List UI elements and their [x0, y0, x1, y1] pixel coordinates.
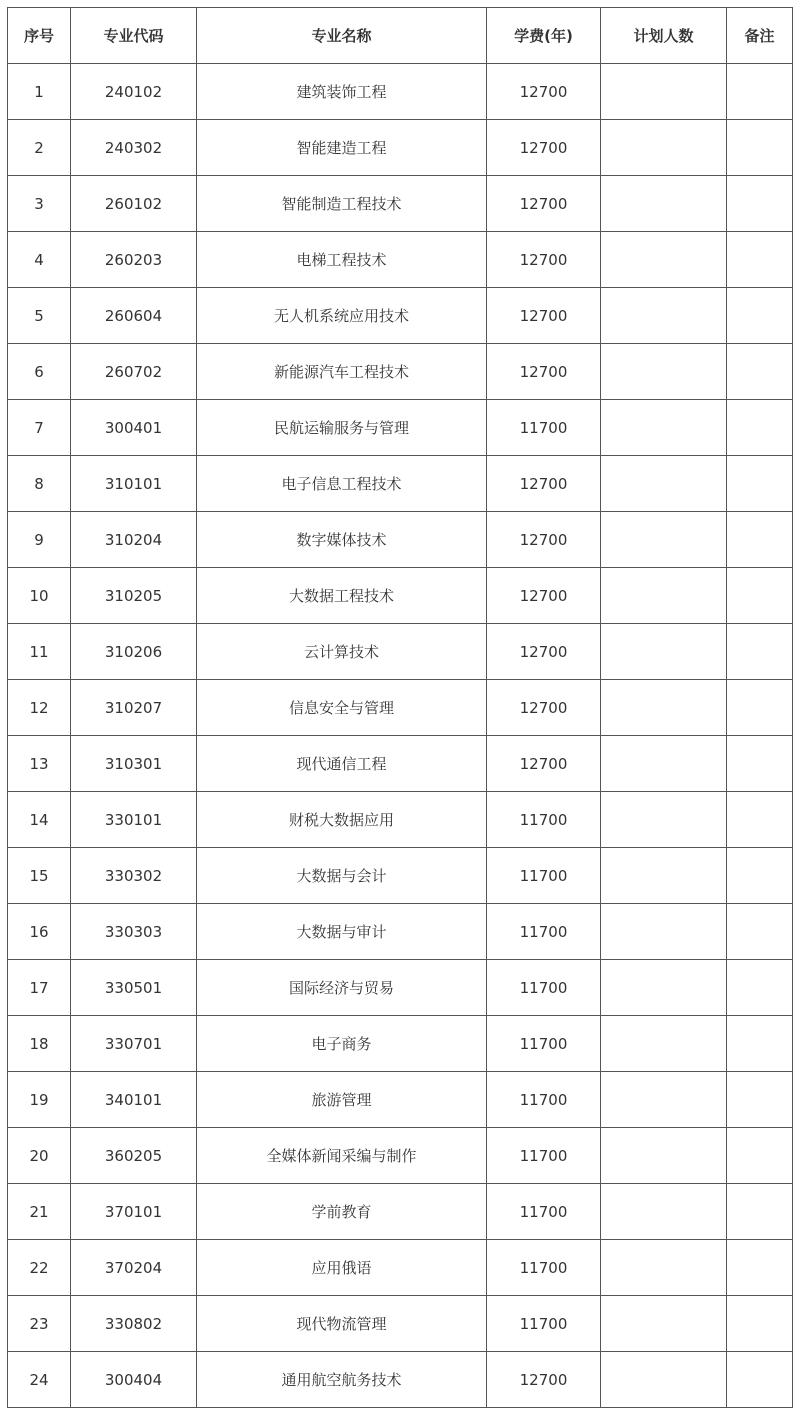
- cell-plan-count: [601, 624, 727, 680]
- table-row: [8, 176, 793, 232]
- table-row: [8, 64, 793, 120]
- cell-tuition: 12700: [487, 512, 601, 568]
- table-row: [8, 1128, 793, 1184]
- cell-major-code: 310206: [71, 624, 197, 680]
- cell-tuition: 12700: [487, 680, 601, 736]
- cell-seq: 24: [8, 1352, 71, 1408]
- cell-tuition: 12700: [487, 736, 601, 792]
- cell-plan-count: [601, 960, 727, 1016]
- cell-remarks: [727, 1352, 793, 1408]
- cell-major-name: 旅游管理: [197, 1072, 487, 1128]
- table-row: [8, 1352, 793, 1408]
- table-row: [8, 960, 793, 1016]
- cell-tuition: 12700: [487, 456, 601, 512]
- cell-plan-count: [601, 64, 727, 120]
- cell-major-name: 电梯工程技术: [197, 232, 487, 288]
- cell-seq: 20: [8, 1128, 71, 1184]
- cell-seq: 16: [8, 904, 71, 960]
- header-major-code: 专业代码: [71, 8, 197, 64]
- cell-major-name: 大数据与会计: [197, 848, 487, 904]
- cell-major-code: 310207: [71, 680, 197, 736]
- cell-plan-count: [601, 904, 727, 960]
- cell-remarks: [727, 960, 793, 1016]
- cell-seq: 4: [8, 232, 71, 288]
- cell-major-name: 通用航空航务技术: [197, 1352, 487, 1408]
- cell-plan-count: [601, 736, 727, 792]
- header-seq: 序号: [8, 8, 71, 64]
- cell-tuition: 12700: [487, 120, 601, 176]
- table-row: [8, 344, 793, 400]
- cell-remarks: [727, 568, 793, 624]
- cell-seq: 6: [8, 344, 71, 400]
- cell-tuition: 12700: [487, 176, 601, 232]
- cell-remarks: [727, 512, 793, 568]
- cell-plan-count: [601, 512, 727, 568]
- cell-major-code: 260102: [71, 176, 197, 232]
- cell-major-name: 建筑装饰工程: [197, 64, 487, 120]
- cell-major-name: 全媒体新闻采编与制作: [197, 1128, 487, 1184]
- cell-remarks: [727, 64, 793, 120]
- cell-major-name: 大数据工程技术: [197, 568, 487, 624]
- cell-remarks: [727, 1296, 793, 1352]
- table-row: [8, 736, 793, 792]
- cell-major-code: 370204: [71, 1240, 197, 1296]
- table-row: [8, 904, 793, 960]
- cell-tuition: 12700: [487, 232, 601, 288]
- cell-major-code: 310204: [71, 512, 197, 568]
- cell-tuition: 11700: [487, 1128, 601, 1184]
- cell-major-name: 电子信息工程技术: [197, 456, 487, 512]
- cell-major-code: 370101: [71, 1184, 197, 1240]
- header-remarks: 备注: [727, 8, 793, 64]
- majors-table: [7, 7, 793, 1408]
- table-row: [8, 288, 793, 344]
- cell-seq: 1: [8, 64, 71, 120]
- cell-tuition: 12700: [487, 288, 601, 344]
- cell-plan-count: [601, 568, 727, 624]
- cell-major-code: 360205: [71, 1128, 197, 1184]
- cell-major-name: 大数据与审计: [197, 904, 487, 960]
- cell-tuition: 11700: [487, 848, 601, 904]
- cell-plan-count: [601, 400, 727, 456]
- cell-remarks: [727, 456, 793, 512]
- cell-seq: 11: [8, 624, 71, 680]
- cell-plan-count: [601, 1184, 727, 1240]
- table-row: [8, 1016, 793, 1072]
- cell-remarks: [727, 904, 793, 960]
- cell-seq: 3: [8, 176, 71, 232]
- cell-major-code: 330802: [71, 1296, 197, 1352]
- cell-major-code: 330101: [71, 792, 197, 848]
- cell-remarks: [727, 232, 793, 288]
- cell-seq: 23: [8, 1296, 71, 1352]
- cell-major-code: 300404: [71, 1352, 197, 1408]
- header-major-name: 专业名称: [197, 8, 487, 64]
- cell-major-name: 现代物流管理: [197, 1296, 487, 1352]
- table-row: [8, 1296, 793, 1352]
- cell-tuition: 11700: [487, 792, 601, 848]
- cell-seq: 19: [8, 1072, 71, 1128]
- cell-seq: 10: [8, 568, 71, 624]
- cell-major-name: 新能源汽车工程技术: [197, 344, 487, 400]
- table-row: [8, 680, 793, 736]
- cell-remarks: [727, 1072, 793, 1128]
- cell-tuition: 11700: [487, 960, 601, 1016]
- cell-major-name: 信息安全与管理: [197, 680, 487, 736]
- cell-plan-count: [601, 456, 727, 512]
- cell-seq: 2: [8, 120, 71, 176]
- cell-tuition: 12700: [487, 568, 601, 624]
- cell-plan-count: [601, 680, 727, 736]
- cell-major-code: 330302: [71, 848, 197, 904]
- table-row: [8, 568, 793, 624]
- cell-seq: 18: [8, 1016, 71, 1072]
- cell-seq: 21: [8, 1184, 71, 1240]
- cell-major-name: 智能建造工程: [197, 120, 487, 176]
- cell-major-name: 无人机系统应用技术: [197, 288, 487, 344]
- cell-major-name: 学前教育: [197, 1184, 487, 1240]
- cell-remarks: [727, 288, 793, 344]
- header-plan-count: 计划人数: [601, 8, 727, 64]
- cell-plan-count: [601, 1128, 727, 1184]
- cell-remarks: [727, 400, 793, 456]
- cell-major-code: 260604: [71, 288, 197, 344]
- cell-remarks: [727, 736, 793, 792]
- cell-major-name: 现代通信工程: [197, 736, 487, 792]
- cell-seq: 22: [8, 1240, 71, 1296]
- cell-remarks: [727, 792, 793, 848]
- cell-plan-count: [601, 1296, 727, 1352]
- cell-seq: 8: [8, 456, 71, 512]
- cell-remarks: [727, 1016, 793, 1072]
- table-row: [8, 624, 793, 680]
- cell-tuition: 11700: [487, 1016, 601, 1072]
- cell-major-code: 260203: [71, 232, 197, 288]
- cell-remarks: [727, 680, 793, 736]
- cell-plan-count: [601, 232, 727, 288]
- cell-major-code: 310101: [71, 456, 197, 512]
- table-row: [8, 848, 793, 904]
- cell-seq: 12: [8, 680, 71, 736]
- table-header-row: [8, 8, 793, 64]
- cell-major-code: 260702: [71, 344, 197, 400]
- cell-plan-count: [601, 1072, 727, 1128]
- cell-tuition: 11700: [487, 904, 601, 960]
- cell-plan-count: [601, 288, 727, 344]
- cell-remarks: [727, 624, 793, 680]
- cell-plan-count: [601, 1352, 727, 1408]
- cell-seq: 5: [8, 288, 71, 344]
- cell-seq: 13: [8, 736, 71, 792]
- header-tuition: 学费(年): [487, 8, 601, 64]
- cell-remarks: [727, 176, 793, 232]
- table-row: [8, 456, 793, 512]
- cell-major-name: 云计算技术: [197, 624, 487, 680]
- cell-major-code: 300401: [71, 400, 197, 456]
- table-row: [8, 1184, 793, 1240]
- cell-tuition: 12700: [487, 624, 601, 680]
- cell-remarks: [727, 1128, 793, 1184]
- cell-seq: 15: [8, 848, 71, 904]
- cell-plan-count: [601, 792, 727, 848]
- cell-major-code: 330501: [71, 960, 197, 1016]
- cell-major-name: 民航运输服务与管理: [197, 400, 487, 456]
- cell-remarks: [727, 344, 793, 400]
- cell-major-name: 数字媒体技术: [197, 512, 487, 568]
- cell-major-code: 310205: [71, 568, 197, 624]
- cell-major-code: 240302: [71, 120, 197, 176]
- cell-major-name: 财税大数据应用: [197, 792, 487, 848]
- cell-seq: 7: [8, 400, 71, 456]
- cell-major-code: 330701: [71, 1016, 197, 1072]
- table-row: [8, 400, 793, 456]
- table-body: [8, 64, 793, 1408]
- cell-seq: 17: [8, 960, 71, 1016]
- table-row: [8, 1240, 793, 1296]
- cell-major-code: 330303: [71, 904, 197, 960]
- cell-major-code: 340101: [71, 1072, 197, 1128]
- table-row: [8, 792, 793, 848]
- cell-major-code: 240102: [71, 64, 197, 120]
- cell-tuition: 12700: [487, 344, 601, 400]
- cell-major-name: 电子商务: [197, 1016, 487, 1072]
- cell-major-name: 应用俄语: [197, 1240, 487, 1296]
- cell-major-name: 国际经济与贸易: [197, 960, 487, 1016]
- cell-seq: 14: [8, 792, 71, 848]
- table-row: [8, 232, 793, 288]
- cell-tuition: 11700: [487, 1240, 601, 1296]
- cell-remarks: [727, 848, 793, 904]
- table-row: [8, 512, 793, 568]
- cell-tuition: 11700: [487, 1296, 601, 1352]
- table-row: [8, 1072, 793, 1128]
- table-row: [8, 120, 793, 176]
- cell-remarks: [727, 120, 793, 176]
- cell-remarks: [727, 1240, 793, 1296]
- cell-plan-count: [601, 344, 727, 400]
- cell-plan-count: [601, 120, 727, 176]
- cell-plan-count: [601, 848, 727, 904]
- cell-tuition: 11700: [487, 1072, 601, 1128]
- cell-remarks: [727, 1184, 793, 1240]
- cell-plan-count: [601, 1240, 727, 1296]
- cell-tuition: 11700: [487, 400, 601, 456]
- cell-major-code: 310301: [71, 736, 197, 792]
- cell-seq: 9: [8, 512, 71, 568]
- cell-tuition: 11700: [487, 1184, 601, 1240]
- cell-plan-count: [601, 1016, 727, 1072]
- cell-plan-count: [601, 176, 727, 232]
- cell-tuition: 12700: [487, 1352, 601, 1408]
- cell-tuition: 12700: [487, 64, 601, 120]
- cell-major-name: 智能制造工程技术: [197, 176, 487, 232]
